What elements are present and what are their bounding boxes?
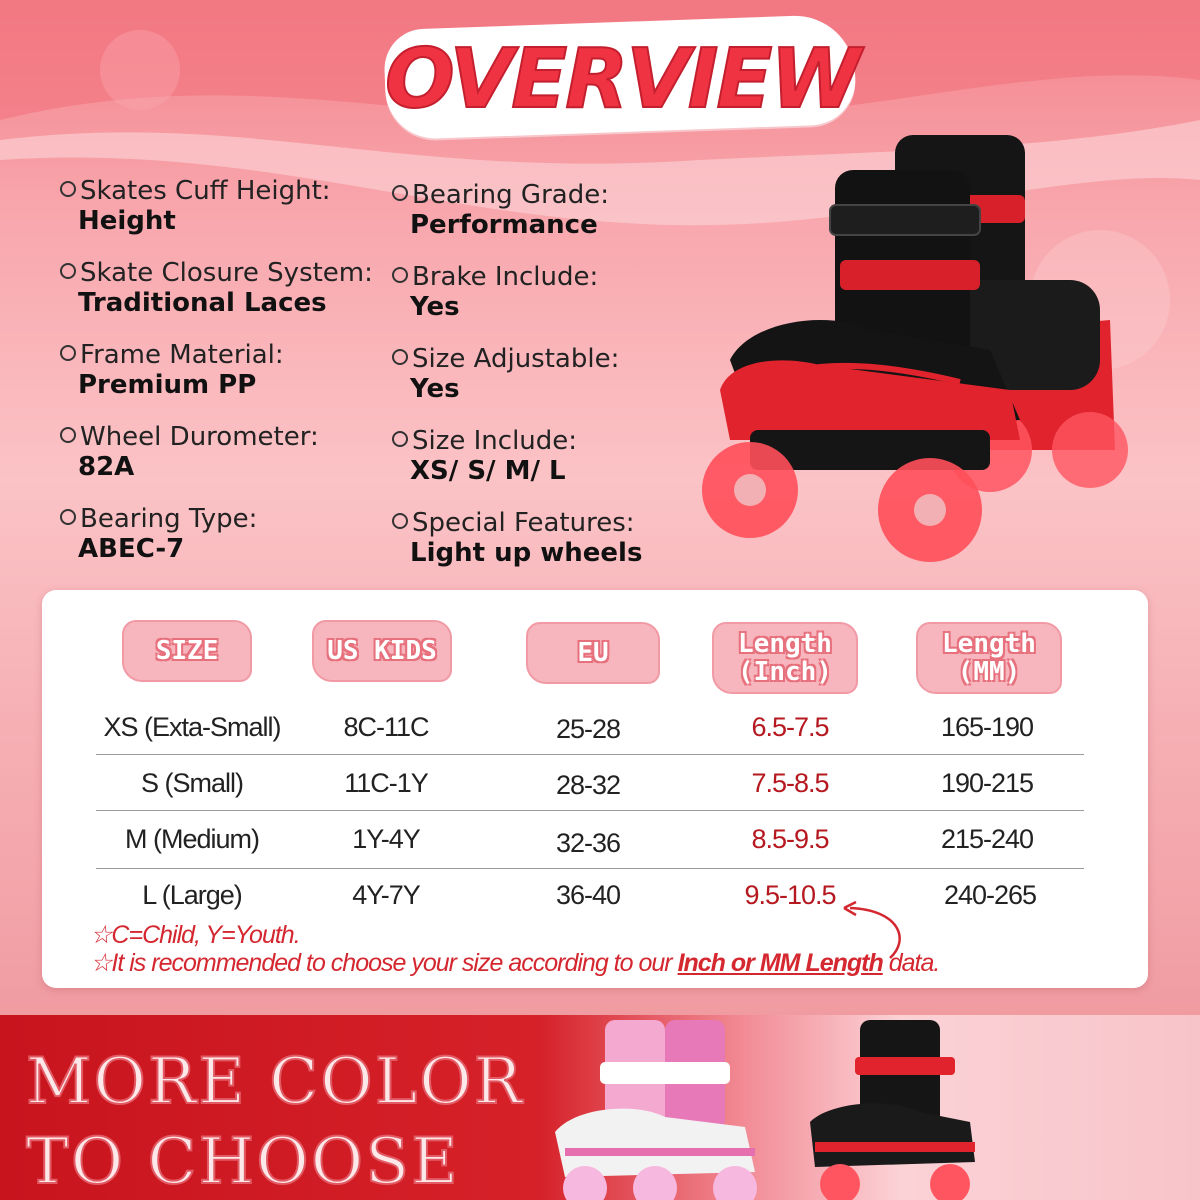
note-text: ☆It is recommended to choose your size according to our	[90, 949, 678, 977]
cell-length-mm: 240-265	[943, 880, 1037, 910]
cell-eu: 36-40	[555, 880, 621, 910]
header-sublabel: (Inch)	[738, 657, 832, 687]
bullet-icon	[392, 513, 408, 529]
banner-line1: MORE COLOR	[26, 1045, 524, 1119]
spec-value: Light up wheels	[410, 538, 643, 568]
header-label: EU	[577, 638, 609, 668]
cell-length-mm: 165-190	[940, 712, 1034, 742]
bullet-icon	[60, 181, 76, 197]
header-label: Length	[738, 629, 832, 659]
cell-length-mm: 190-215	[940, 768, 1034, 798]
spec-label: Special Features:	[412, 508, 635, 538]
header-length-inch	[712, 622, 858, 694]
spec-value: Performance	[410, 210, 598, 240]
spec-label: Skates Cuff Height:	[80, 176, 331, 206]
spec-label: Bearing Grade:	[412, 180, 609, 210]
spec-bearing-type	[60, 504, 257, 564]
spec-label: Wheel Durometer:	[80, 422, 319, 452]
spec-wheel-durometer	[60, 422, 319, 482]
note-emphasis: Inch or MM Length	[677, 949, 883, 977]
header-eu	[526, 622, 660, 684]
row-divider	[96, 810, 1084, 811]
cell-length-inch: 6.5-7.5	[751, 712, 829, 742]
spec-label: Brake Include:	[412, 262, 599, 292]
cell-us-kids: 11C-1Y	[344, 768, 428, 798]
title-text: OVERVIEW	[385, 32, 859, 127]
spec-frame-material	[60, 340, 284, 400]
note-text: data.	[882, 949, 940, 977]
cell-size: M (Medium)	[124, 824, 259, 854]
spec-value: 82A	[78, 452, 135, 482]
spec-value: Premium PP	[78, 370, 257, 400]
header-sublabel: (MM)	[957, 657, 1021, 687]
overview-title	[385, 22, 859, 132]
header-size	[122, 620, 252, 682]
header-label: SIZE	[155, 636, 219, 666]
cell-us-kids: 4Y-7Y	[352, 880, 420, 910]
pink-skate-image	[545, 1012, 785, 1200]
spec-label: Size Include:	[412, 426, 578, 456]
spec-label: Bearing Type:	[80, 504, 258, 534]
spec-label: Size Adjustable:	[412, 344, 620, 374]
spec-closure-system	[60, 258, 373, 318]
red-skate-image	[800, 1012, 990, 1200]
spec-size-include	[392, 426, 577, 486]
header-label: Length	[942, 629, 1036, 659]
cell-size: S (Small)	[140, 768, 243, 798]
bullet-icon	[60, 427, 76, 443]
banner-line2: TO CHOOSE	[26, 1125, 460, 1199]
cell-us-kids: 8C-11C	[343, 712, 429, 742]
cell-length-inch: 9.5-10.5	[744, 880, 836, 910]
cell-us-kids: 1Y-4Y	[352, 824, 420, 854]
spec-label: Frame Material:	[80, 340, 284, 370]
cell-length-inch: 8.5-9.5	[751, 824, 829, 854]
cell-size: L (Large)	[142, 880, 242, 910]
bullet-icon	[392, 267, 408, 283]
spec-size-adjustable	[392, 344, 619, 404]
bullet-icon	[392, 431, 408, 447]
spec-value: XS/ S/ M/ L	[410, 456, 566, 486]
bullet-icon	[392, 185, 408, 201]
cell-size: XS (Exta-Small)	[103, 712, 281, 742]
row-divider	[96, 868, 1084, 869]
spec-bearing-grade	[392, 180, 609, 240]
spec-label: Skate Closure System:	[80, 258, 373, 288]
spec-value: Yes	[410, 292, 460, 322]
spec-cuff-height	[60, 176, 331, 236]
header-us-kids	[312, 620, 452, 682]
spec-value: Yes	[410, 374, 460, 404]
note-child-youth: ☆C=Child, Y=Youth.	[90, 921, 300, 949]
spec-value: ABEC-7	[78, 534, 185, 564]
roller-skate-image	[690, 120, 1150, 590]
spec-brake-include	[392, 262, 598, 322]
spec-value: Height	[78, 206, 176, 236]
bullet-icon	[60, 263, 76, 279]
spec-value: Traditional Laces	[78, 288, 327, 318]
cell-eu: 32-36	[555, 828, 621, 858]
note-size-recommendation	[90, 948, 939, 978]
cell-eu: 28-32	[555, 770, 621, 800]
cell-eu: 25-28	[555, 714, 621, 744]
spec-special-features	[392, 508, 642, 568]
cell-length-inch: 7.5-8.5	[751, 768, 829, 798]
bullet-icon	[60, 345, 76, 361]
header-label: US KIDS	[327, 636, 437, 666]
header-length-mm	[916, 622, 1062, 694]
row-divider	[96, 754, 1084, 755]
bullet-icon	[60, 509, 76, 525]
bullet-icon	[392, 349, 408, 365]
cell-length-mm: 215-240	[940, 824, 1034, 854]
